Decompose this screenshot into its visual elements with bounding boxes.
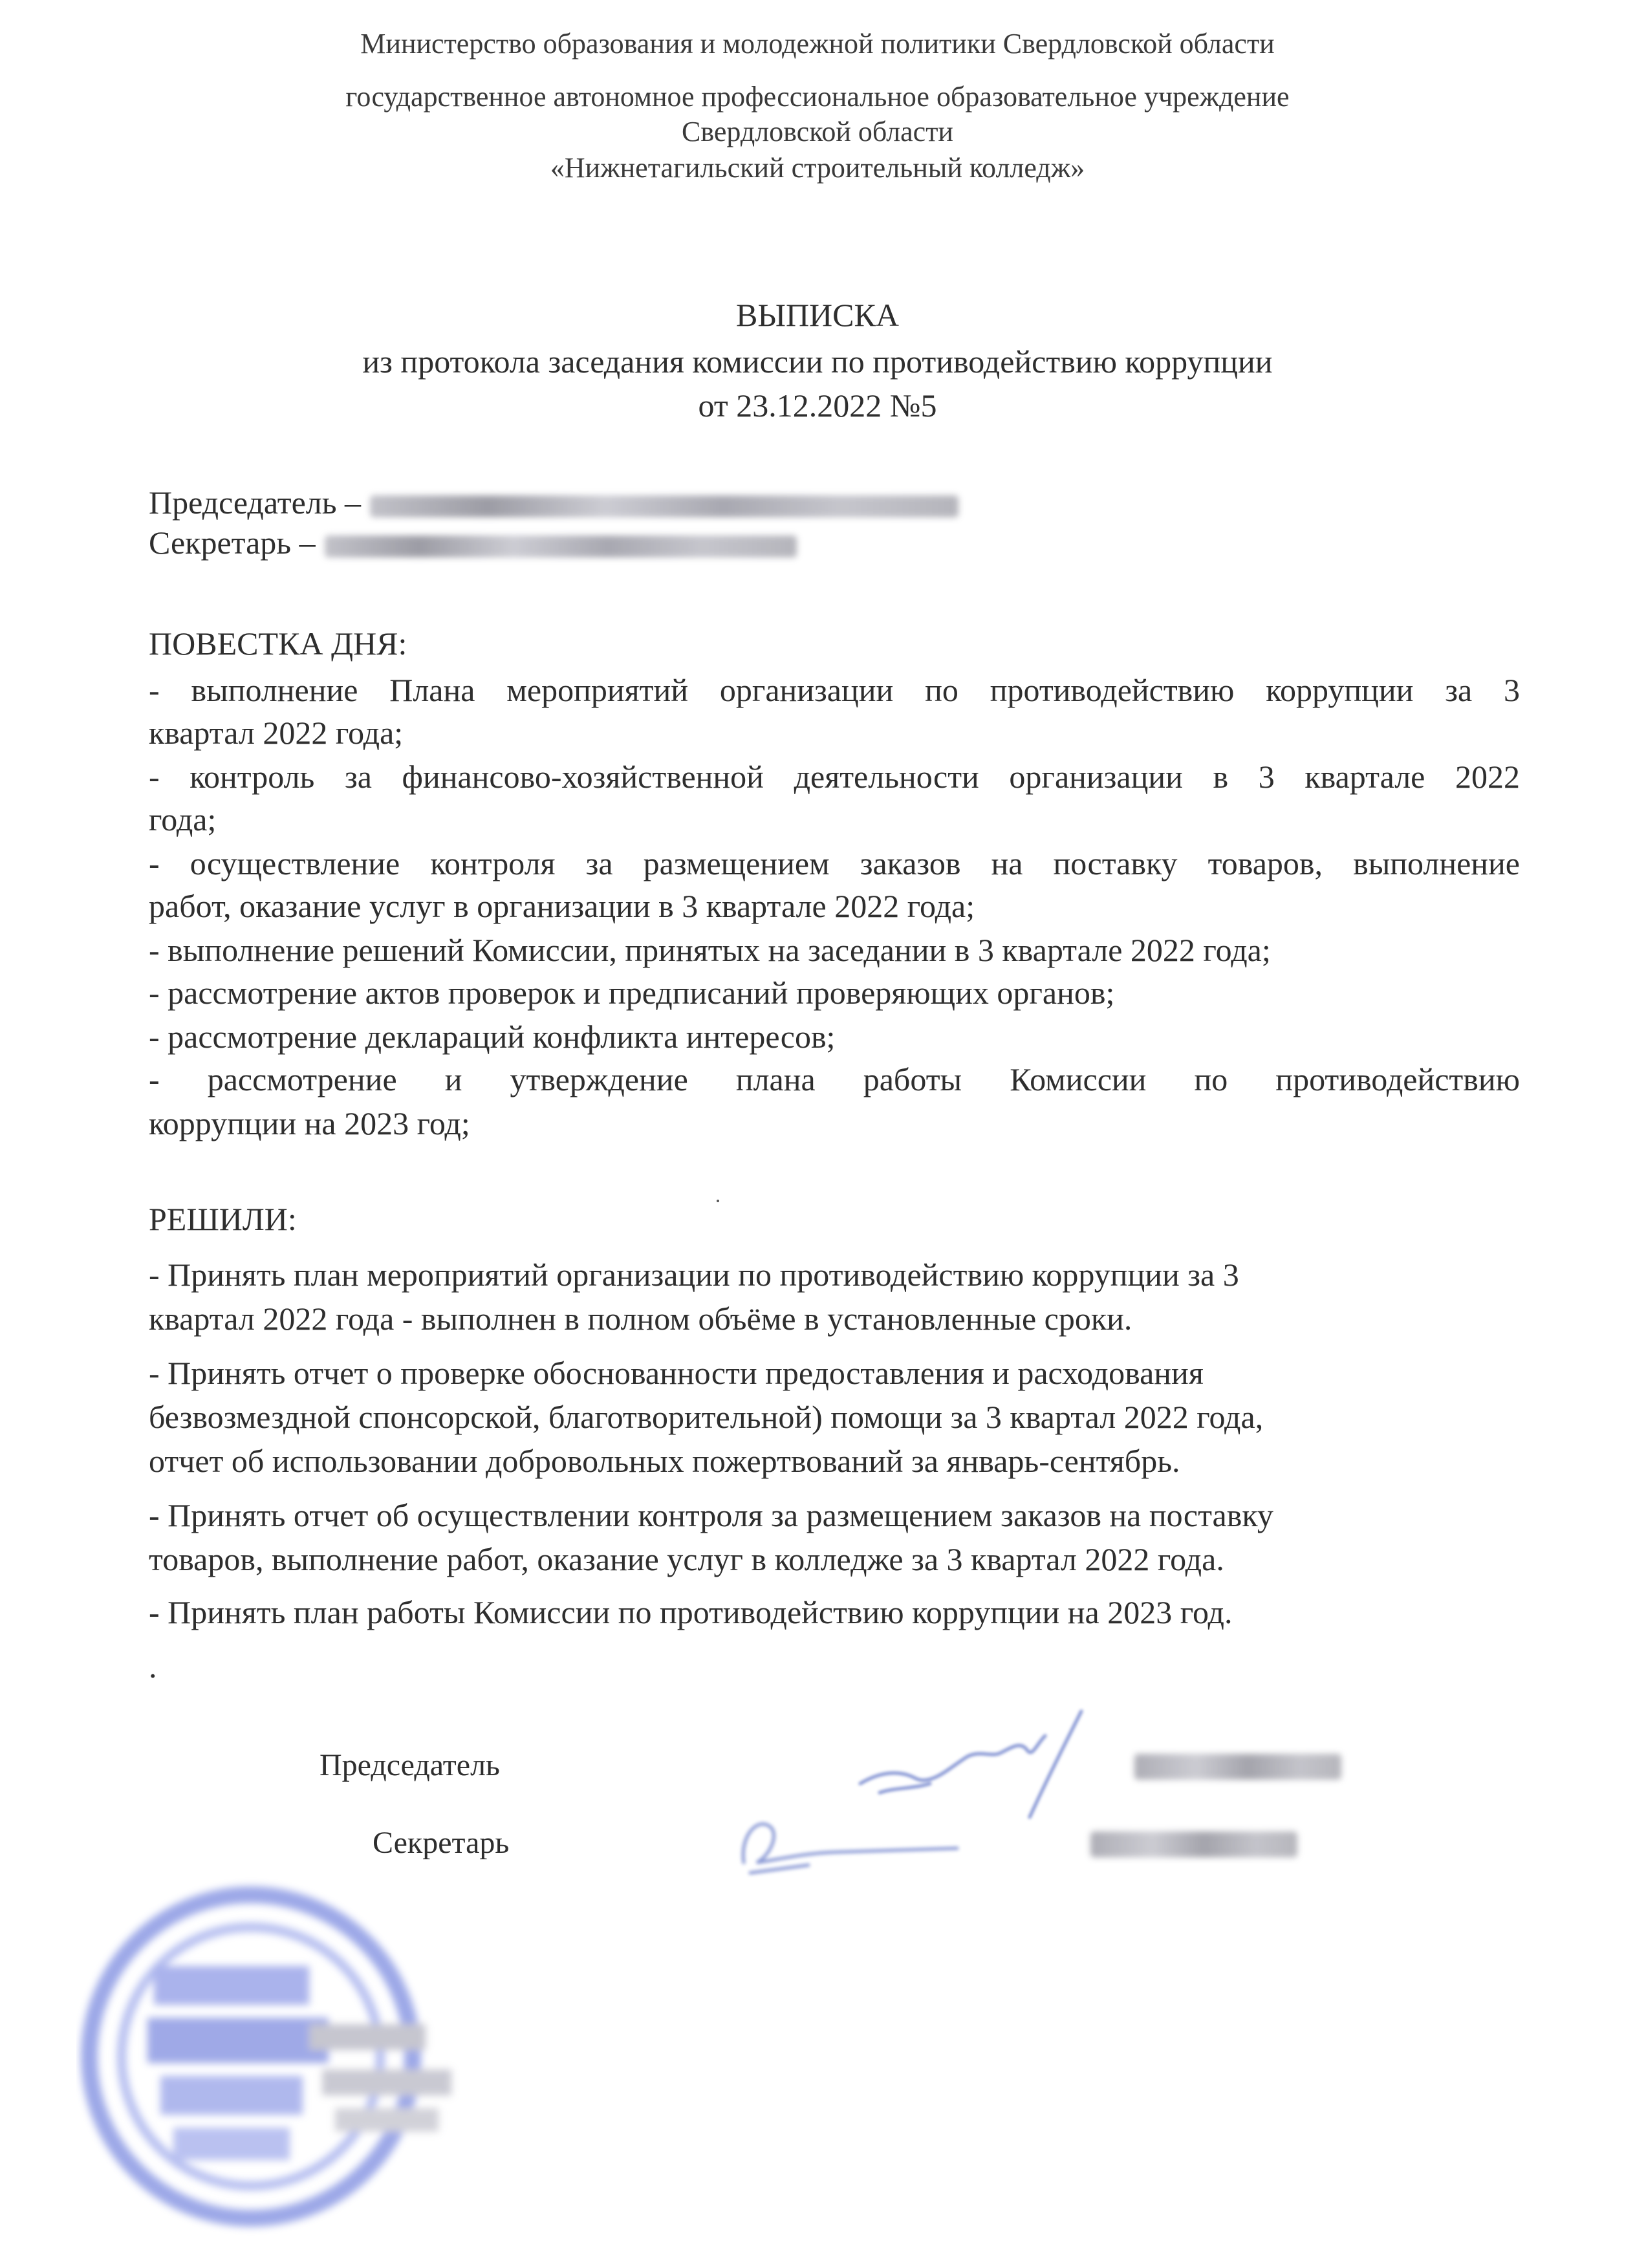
protocol-date-number: от 23.12.2022 №5 [698, 387, 937, 424]
chairman-signature-label: Председатель [319, 1748, 500, 1782]
chairman-line [149, 481, 1520, 524]
decision-line: отчет об использовании добровольных пожертвований за январь-сентябрь. [149, 1443, 1180, 1479]
chairman-name-redacted [1134, 1754, 1341, 1780]
secretary-name-redacted [1090, 1831, 1297, 1857]
agenda-heading: ПОВЕСТКА ДНЯ: [149, 625, 407, 662]
decisions-heading: РЕШИЛИ: [149, 1201, 297, 1237]
agenda-line: - рассмотрение актов проверок и предписаний проверяющих органов; [149, 975, 1115, 1011]
agenda-line: - выполнение решений Комиссии, принятых на заседании в 3 квартале 2022 года; [149, 932, 1271, 968]
decision-line: - Принять план мероприятий организации по противодействию коррупции за 3 [149, 1257, 1239, 1293]
decision-line: - Принять отчет о проверке обоснованности предоставления и расходования [149, 1355, 1204, 1391]
decision-line: квартал 2022 года - выполнен в полном объёме в установленные сроки. [149, 1301, 1132, 1337]
secretary-signature-label: Секретарь [373, 1826, 510, 1860]
chairman-label: Председатель – [149, 484, 362, 521]
agenda-line: - рассмотрение и утверждение плана работы Комиссии по противодействию [149, 1061, 1520, 1097]
agenda-line: - рассмотрение деклараций конфликта интересов; [149, 1019, 836, 1055]
agenda-line: - осуществление контроля за размещением заказов на поставку товаров, выполнение [149, 845, 1520, 881]
decision-line: безвозмездной спонсорской, благотворительной) помощи за 3 квартал 2022 года, [149, 1399, 1264, 1435]
official-stamp [76, 1863, 477, 2263]
decision-line: - Принять отчет об осуществлении контроля за размещением заказов на поставку [149, 1497, 1273, 1533]
agenda-line: работ, оказание услуг в организации в 3 квартале 2022 года; [149, 888, 975, 924]
institution-line-1: государственное автономное профессиональное образовательное учреждение [345, 81, 1290, 113]
agenda-line: коррупции на 2023 год; [149, 1105, 470, 1141]
ministry-name: Министерство образования и молодежной политики Свердловской области [360, 28, 1275, 59]
secretary-line [149, 521, 1520, 564]
institution-line-3: «Нижнетагильский строительный колледж» [550, 152, 1085, 184]
document-subtitle: из протокола заседания комиссии по противодействию коррупции [362, 343, 1273, 380]
agenda-line: - контроль за финансово-хозяйственной деятельности организации в 3 квартале 2022 [149, 759, 1520, 795]
agenda-line: года; [149, 801, 217, 837]
institution-line-2: Свердловской области [682, 116, 953, 147]
trailing-dot: . [149, 1648, 157, 1685]
decision-line: - Принять план работы Комиссии по противодействию коррупции на 2023 год. [149, 1594, 1233, 1630]
chairman-name-redacted [370, 495, 958, 517]
secretary-signature [731, 1798, 977, 1888]
document-title: ВЫПИСКА [736, 297, 899, 333]
agenda-line: - выполнение Плана мероприятий организации по противодействию коррупции за 3 [149, 672, 1520, 708]
decision-line: товаров, выполнение работ, оказание услуг в колледже за 3 квартал 2022 года. [149, 1541, 1224, 1577]
secretary-label: Секретарь – [149, 524, 316, 561]
agenda-line: квартал 2022 года; [149, 715, 404, 751]
secretary-name-redacted [325, 535, 797, 557]
